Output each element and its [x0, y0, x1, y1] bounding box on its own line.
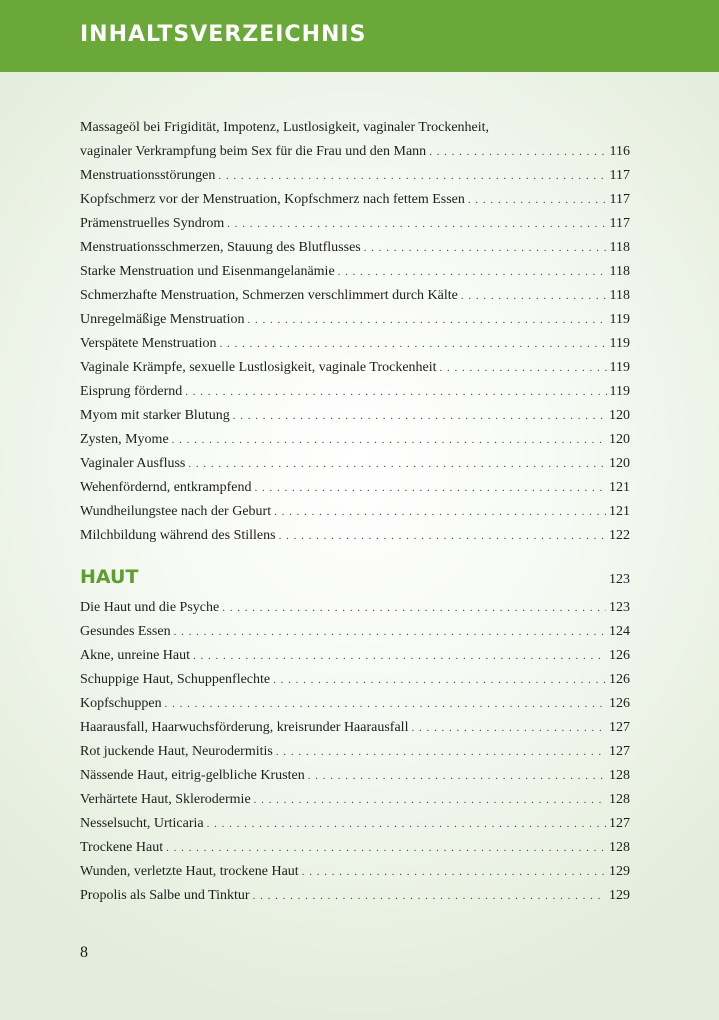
toc-entry	[80, 524, 630, 548]
toc-entry	[80, 260, 630, 284]
toc-entry-page: 127	[609, 744, 630, 759]
toc-entry	[80, 836, 630, 860]
toc-entry-title: Prämenstruelles Syndrom	[80, 216, 225, 231]
toc-entry	[80, 500, 630, 524]
toc-entry-page: 128	[609, 792, 630, 807]
toc-entry	[80, 860, 630, 884]
toc-entry-page: 120	[609, 432, 630, 447]
dot-leader	[274, 500, 606, 524]
toc-entry-page: 121	[609, 480, 630, 495]
page-number: 8	[80, 944, 88, 961]
toc-entry-title: Schuppige Haut, Schuppenflechte	[80, 672, 271, 687]
toc-entry-title: Rot juckende Haut, Neurodermitis	[80, 744, 273, 759]
toc-list	[80, 116, 630, 548]
dot-leader	[440, 356, 607, 380]
dot-leader	[247, 308, 606, 332]
toc-entry-title: Zysten, Myome	[80, 432, 169, 447]
toc-entry	[80, 764, 630, 788]
toc-entry-page: 120	[609, 456, 630, 471]
toc-entry-page: 120	[609, 408, 630, 423]
dot-leader	[364, 236, 607, 260]
dot-leader	[429, 140, 606, 164]
toc-entry-title: Nässende Haut, eitrig-gelbliche Krusten	[80, 768, 305, 783]
toc-entry-page: 116	[609, 144, 630, 159]
dot-leader	[227, 212, 606, 236]
dot-leader	[219, 332, 606, 356]
toc-entry	[80, 476, 630, 500]
toc-entry	[80, 692, 630, 716]
toc-entry-title: Unregelmäßige Menstruation	[80, 312, 245, 327]
dot-leader	[273, 668, 606, 692]
toc-entry-title: Vaginaler Ausfluss	[80, 456, 186, 471]
toc-entry	[80, 596, 630, 620]
dot-leader	[165, 692, 606, 716]
toc-entry	[80, 668, 630, 692]
toc-entry-page: 124	[609, 624, 630, 639]
toc-entry	[80, 428, 630, 452]
toc-entry	[80, 404, 630, 428]
toc-entry	[80, 380, 630, 404]
dot-leader	[174, 620, 606, 644]
toc-entry	[80, 788, 630, 812]
toc-entry-page: 127	[609, 816, 630, 831]
toc-entry	[80, 884, 630, 908]
toc-entry-page: 126	[609, 672, 630, 687]
toc-entry-title: Vaginale Krämpfe, sexuelle Lustlosigkeit, vaginale Trockenheit	[80, 360, 437, 375]
dot-leader	[233, 404, 606, 428]
dot-leader	[302, 860, 606, 884]
toc-entry-title: Gesundes Essen	[80, 624, 171, 639]
toc-entry-title: Akne, unreine Haut	[80, 648, 191, 663]
dot-leader	[172, 428, 606, 452]
toc-entry	[80, 332, 630, 356]
dot-leader	[222, 596, 606, 620]
toc-entry-first-line: Massageöl bei Frigidität, Impotenz, Lustlosigkeit, vaginaler Trockenheit,	[80, 120, 490, 135]
section-page-number: 123	[609, 572, 630, 587]
toc-entry-page: 129	[609, 888, 630, 903]
toc-entry-page: 126	[609, 696, 630, 711]
toc-entry-page: 128	[609, 768, 630, 783]
dot-leader	[218, 164, 606, 188]
toc-entry-title: Die Haut und die Psyche	[80, 600, 220, 615]
toc-entry-title: Schmerzhafte Menstruation, Schmerzen verschlimmert durch Kälte	[80, 288, 458, 303]
section-title: HAUT	[80, 566, 139, 588]
toc-entry	[80, 212, 630, 236]
toc-entry	[80, 308, 630, 332]
toc-entry-title: Nesselsucht, Urticaria	[80, 816, 204, 831]
dot-leader	[193, 644, 606, 668]
toc-entry-title: Milchbildung während des Stillens	[80, 528, 276, 543]
toc-entry-page: 128	[609, 840, 630, 855]
dot-leader	[338, 260, 607, 284]
toc-entry-title: Trockene Haut	[80, 840, 164, 855]
section-heading-haut	[80, 566, 630, 588]
toc-entry	[80, 284, 630, 308]
toc-entry	[80, 716, 630, 740]
dot-leader	[276, 740, 606, 764]
header-banner	[0, 0, 719, 72]
toc-entry	[80, 740, 630, 764]
toc-entry-title: Propolis als Salbe und Tinktur	[80, 888, 250, 903]
toc-entry-page: 126	[609, 648, 630, 663]
dot-leader	[188, 452, 606, 476]
toc-entry-title: vaginaler Verkrampfung beim Sex für die Frau und den Mann	[80, 144, 427, 159]
toc-entry-page: 118	[609, 288, 630, 303]
dot-leader	[207, 812, 606, 836]
dot-leader	[461, 284, 607, 308]
toc-entry-title: Verspätete Menstruation	[80, 336, 217, 351]
toc-entry-title: Myom mit starker Blutung	[80, 408, 230, 423]
toc-entry	[80, 140, 630, 164]
toc-entry-page: 117	[609, 168, 630, 183]
dot-leader	[166, 836, 606, 860]
dot-leader	[279, 524, 606, 548]
toc-entry-title: Kopfschmerz vor der Menstruation, Kopfschmerz nach fettem Essen	[80, 192, 465, 207]
dot-leader	[254, 788, 606, 812]
toc-entry-page: 119	[609, 360, 630, 375]
dot-leader	[308, 764, 606, 788]
toc-entry-title: Wehenfördernd, entkrampfend	[80, 480, 252, 495]
toc-entry-title: Menstruationsstörungen	[80, 168, 216, 183]
dot-leader	[185, 380, 606, 404]
toc-entry-page: 122	[609, 528, 630, 543]
toc-entry	[80, 236, 630, 260]
toc-entry-page: 117	[609, 216, 630, 231]
toc-entry-title: Eisprung fördernd	[80, 384, 183, 399]
toc-entry	[80, 188, 630, 212]
toc-entry-title: Wunden, verletzte Haut, trockene Haut	[80, 864, 299, 879]
toc-entry	[80, 644, 630, 668]
toc-entry-page: 119	[609, 384, 630, 399]
toc-entry	[80, 356, 630, 380]
toc-entry-title: Kopfschuppen	[80, 696, 162, 711]
toc-entry-page: 117	[609, 192, 630, 207]
toc-entry-title: Menstruationsschmerzen, Stauung des Blutflusses	[80, 240, 361, 255]
toc-entry-page: 129	[609, 864, 630, 879]
toc-entry	[80, 452, 630, 476]
toc-entry-title: Starke Menstruation und Eisenmangelanämie	[80, 264, 335, 279]
toc-entry-page: 118	[609, 240, 630, 255]
toc-entry-title: Wundheilungstee nach der Geburt	[80, 504, 272, 519]
toc-entry-page: 119	[609, 312, 630, 327]
toc-entry	[80, 812, 630, 836]
toc-entry	[80, 620, 630, 644]
toc-entry	[80, 164, 630, 188]
toc-entry-title: Verhärtete Haut, Sklerodermie	[80, 792, 251, 807]
toc-entry-page: 118	[609, 264, 630, 279]
toc-entry-title: Haarausfall, Haarwuchsförderung, kreisrunder Haarausfall	[80, 720, 409, 735]
page-title: INHALTSVERZEICHNIS	[80, 22, 367, 47]
toc-list-haut	[80, 596, 630, 908]
dot-leader	[468, 188, 607, 212]
toc-entry-page: 127	[609, 720, 630, 735]
dot-leader	[253, 884, 606, 908]
dot-leader	[254, 476, 606, 500]
toc-entry-page: 123	[609, 600, 630, 615]
toc-entry-page: 121	[609, 504, 630, 519]
dot-leader	[411, 716, 606, 740]
toc-entry-page: 119	[609, 336, 630, 351]
